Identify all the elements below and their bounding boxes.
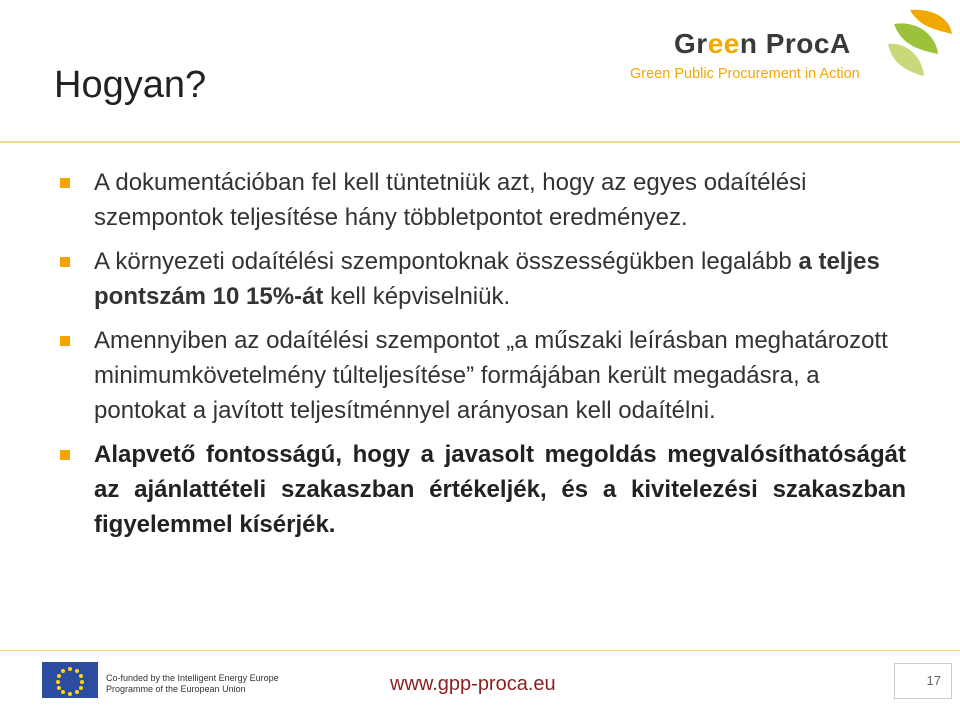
eu-funding-text — [106, 673, 279, 695]
bullet-item — [56, 323, 906, 428]
website-link[interactable]: www.gpp-proca.eu — [390, 673, 556, 695]
bullet-item — [56, 244, 906, 314]
bullet-item — [56, 165, 906, 235]
bullet-text: Alapvető fontosságú, hogy a javasolt megoldás megvalósíthatóságát az ajánlattételi szakaszban értékeljék, és a kivitelezési szakaszban figyelemmel kísérjék. — [94, 441, 906, 538]
bullet-item — [56, 437, 906, 542]
eu-funding-line: Co-funded by the Intelligent Energy Europe — [106, 673, 279, 683]
square-bullet-icon — [60, 450, 70, 460]
logo-name-prefix: Gr — [674, 28, 708, 59]
bullet-text: Amennyiben az odaítélési szempontot „a műszaki leírásban meghatározott minimumkövetelmény túlteljesítése” formájában került megadásra, a pontokat a javított teljesítménnyel arányosan kell odaítélni. — [94, 327, 888, 424]
bullet-text-part: kell képviselniük. — [323, 283, 511, 310]
square-bullet-icon — [60, 257, 70, 267]
page-number-box — [894, 663, 952, 699]
green-proca-logo — [628, 6, 954, 86]
square-bullet-icon — [60, 178, 70, 188]
page-number: 17 — [926, 673, 941, 688]
bullet-text — [94, 248, 880, 310]
logo-tagline: Green Public Procurement in Action — [630, 66, 860, 82]
header-divider — [0, 141, 960, 143]
bullet-text-bold: a teljes pontszám 10 15%-át — [94, 248, 880, 310]
eu-flag-icon — [42, 662, 98, 698]
square-bullet-icon — [60, 336, 70, 346]
logo-name-suffix: n ProcA — [739, 28, 851, 59]
bullet-list — [56, 165, 906, 551]
slide-title: Hogyan? — [54, 64, 207, 106]
footer-divider — [0, 650, 960, 651]
eu-funding-line: Programme of the European Union — [106, 684, 246, 694]
logo-name — [674, 28, 851, 60]
bullet-text-part: A környezeti odaítélési szempontoknak összességükben legalább — [94, 248, 799, 275]
logo-name-highlight: ee — [707, 28, 740, 59]
leaf-icon — [880, 6, 954, 82]
bullet-text: A dokumentációban fel kell tüntetniük azt, hogy az egyes odaítélési szempontok teljesítése hány többletpontot eredményez. — [94, 169, 807, 231]
